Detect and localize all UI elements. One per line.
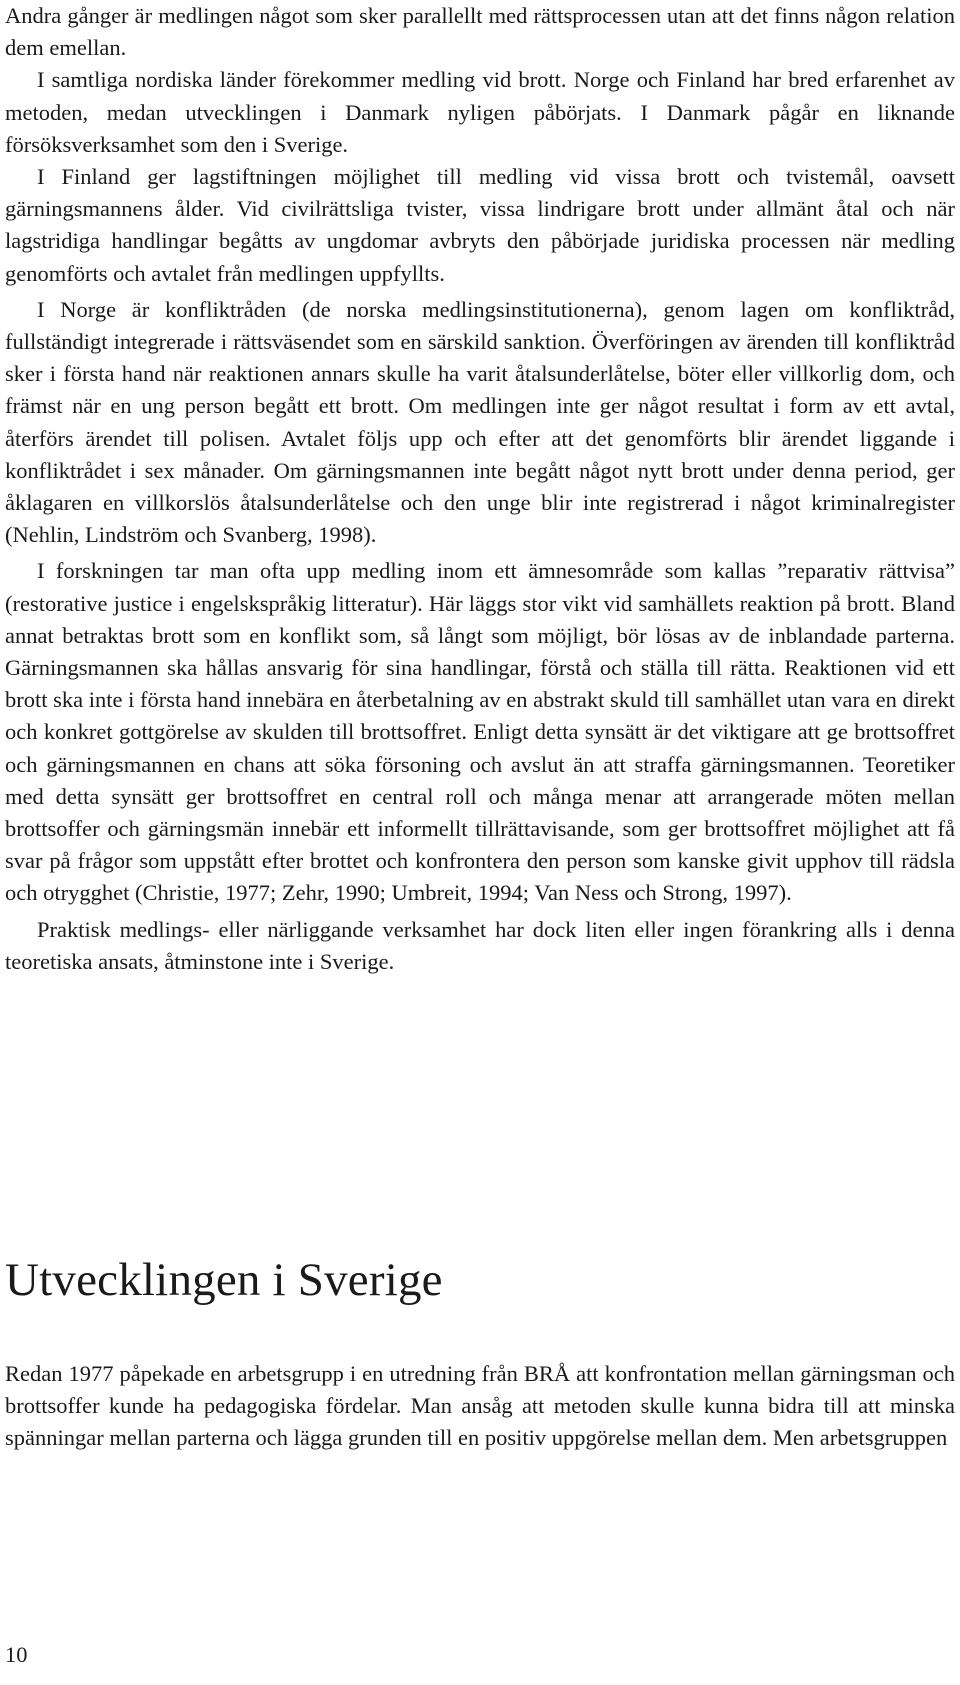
document-body bbox=[5, 0, 955, 978]
paragraph-6: Praktisk medlings- eller närliggande verksamhet har dock liten eller ingen förankring alls i denna teoretiska ansats, åtminstone inte i Sverige. bbox=[5, 916, 955, 974]
paragraph-4: I Norge är konfliktråden (de norska medlingsinstitutionerna), genom lagen om konfliktråd, fullständigt integrerade i rättsväsendet som en särskild sanktion. Överföringen av ärenden till konfliktråd sker i första hand när reaktionen annars skulle ha varit åtalsunderlåtelse, böter eller villkorlig dom, och främst när en ung person begått ett brott. Om medlingen inte ger något resultat i form av ett avtal, återförs ärendet till polisen. Avtalet följs upp och efter att det genomförts blir ärendet liggande i konfliktrådet i sex månader. Om gärningsmannen inte begått något nytt brott under denna period, ger åklagaren en villkorslös åtalsunderlåtelse och den unge blir inte registrerad i något kriminalregister (Nehlin, Lindström och Svanberg, 1998). bbox=[5, 296, 955, 548]
section-body bbox=[5, 1358, 955, 1455]
section-heading: Utvecklingen i Sverige bbox=[5, 1254, 443, 1306]
paragraph-2: I samtliga nordiska länder förekommer medling vid brott. Norge och Finland har bred erfarenhet av metoden, medan utvecklingen i Danmark nyligen påbörjats. I Danmark pågår en liknande försöksverksamhet som den i Sverige. bbox=[5, 67, 955, 157]
paragraph-3: I Finland ger lagstiftningen möjlighet till medling vid vissa brott och tvistemål, oavsett gärningsmannens ålder. Vid civilrättsliga tvister, vissa lindrigare brott under allmänt åtal och när lagstridiga handlingar begåtts av ungdomar avbryts den påbörjade juridiska processen när medling genomförts och avtalet från medlingen uppfyllts. bbox=[5, 164, 955, 286]
paragraph-1: Andra gånger är medlingen något som sker parallellt med rättsprocessen utan att det finns någon relation dem emellan. bbox=[5, 3, 955, 61]
paragraph-5: I forskningen tar man ofta upp medling inom ett ämnesområde som kallas ”reparativ rättvisa” (restorative justice i engelskspråkig litteratur). Här läggs stor vikt vid samhällets reaktion på brott. Bland annat betraktas brott som en konflikt som, så långt som möjligt, bör lösas av de inblandade parterna. Gärningsmannen ska hållas ansvarig för sina handlingar, förstå och ställa till rätta. Reaktionen vid ett brott ska inte i första hand innebära en återbetalning av en abstrakt skuld till samhället utan vara en direkt och konkret gottgörelse av skulden till brottsoffret. Enligt detta synsätt är det viktigare att ge brottsoffret och gärningsmannen en chans att söka försoning och avslut än att straffa gärningsmannen. Teoretiker med detta synsätt ger brottsoffret en central roll och många menar att arrangerade möten mellan brottsoffer och gärningsmän innebär ett informellt tillrättavisande, som ger brottsoffret möjlighet att få svar på frågor som uppstått efter brottet och konfrontera den person som kanske givit upphov till rädsla och otrygghet (Christie, 1977; Zehr, 1990; Umbreit, 1994; Van Ness och Strong, 1997). bbox=[5, 558, 955, 906]
page-number: 10 bbox=[5, 1642, 28, 1667]
section-paragraph: Redan 1977 påpekade en arbetsgrupp i en utredning från BRÅ att konfrontation mellan gärningsman och brottsoffer kunde ha pedagogiska fördelar. Man ansåg att metoden skulle kunna bidra till att minska spänningar mellan parterna och lägga grunden till en positiv uppgörelse mellan dem. Men arbetsgruppen bbox=[5, 1361, 955, 1451]
